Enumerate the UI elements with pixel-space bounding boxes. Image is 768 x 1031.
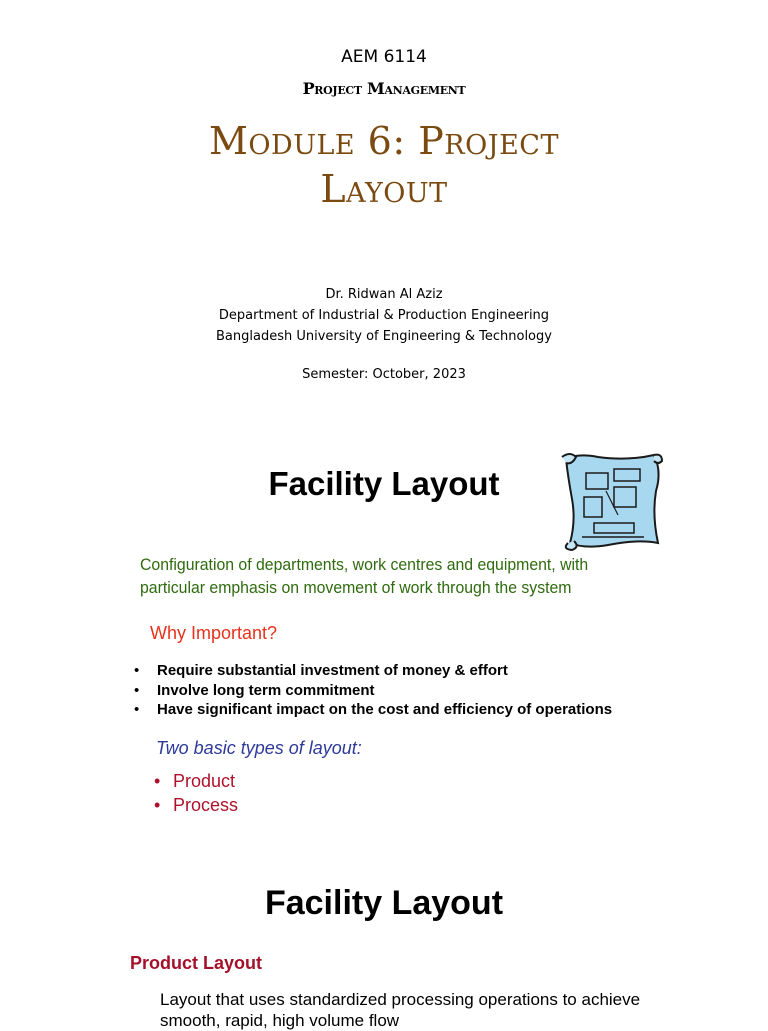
bullet-icon: •	[134, 681, 140, 699]
department: Department of Industrial & Production Engineering	[218, 308, 550, 323]
module-title-line1: Module 6: Project	[209, 119, 559, 163]
bullet-icon: •	[134, 701, 140, 718]
university: Bangladesh University of Engineering & Technology	[216, 329, 552, 344]
why-important-heading: Why Important?	[150, 623, 278, 643]
list-item: • Product	[154, 771, 236, 791]
list-item: • Involve long term commitment	[134, 681, 375, 699]
slide3-title: Facility Layout	[264, 884, 504, 922]
module-title-line2: Layout	[320, 167, 448, 211]
bullet-icon: •	[154, 771, 161, 791]
course-code: AEM 6114	[341, 47, 427, 67]
layout-types-list	[154, 769, 238, 817]
list-item: • Require substantial investment of money & effort	[134, 662, 508, 679]
list-item: • Have significant impact on the cost and efficiency of operations	[134, 701, 613, 718]
product-layout-description: Layout that uses standardized processing operations to achieve smooth, rapid, high volume flow	[160, 990, 641, 1030]
types-heading: Two basic types of layout:	[156, 738, 362, 758]
course-name: Project Management	[302, 79, 466, 98]
slide2-title: Facility Layout	[268, 465, 500, 502]
semester: Semester: October, 2023	[302, 367, 466, 382]
blueprint-scroll-icon	[558, 451, 664, 551]
layout-definition: Configuration of departments, work centres and equipment, with particular emphasis on movement of work through the system	[140, 555, 589, 597]
product-layout-heading: Product Layout	[130, 953, 263, 973]
list-item: • Process	[154, 795, 239, 815]
author-block	[0, 284, 768, 347]
bullet-icon: •	[134, 662, 140, 679]
author-name: Dr. Ridwan Al Aziz	[325, 287, 443, 302]
bullet-icon: •	[154, 795, 161, 815]
reasons-list	[134, 661, 612, 720]
module-title	[0, 117, 768, 213]
